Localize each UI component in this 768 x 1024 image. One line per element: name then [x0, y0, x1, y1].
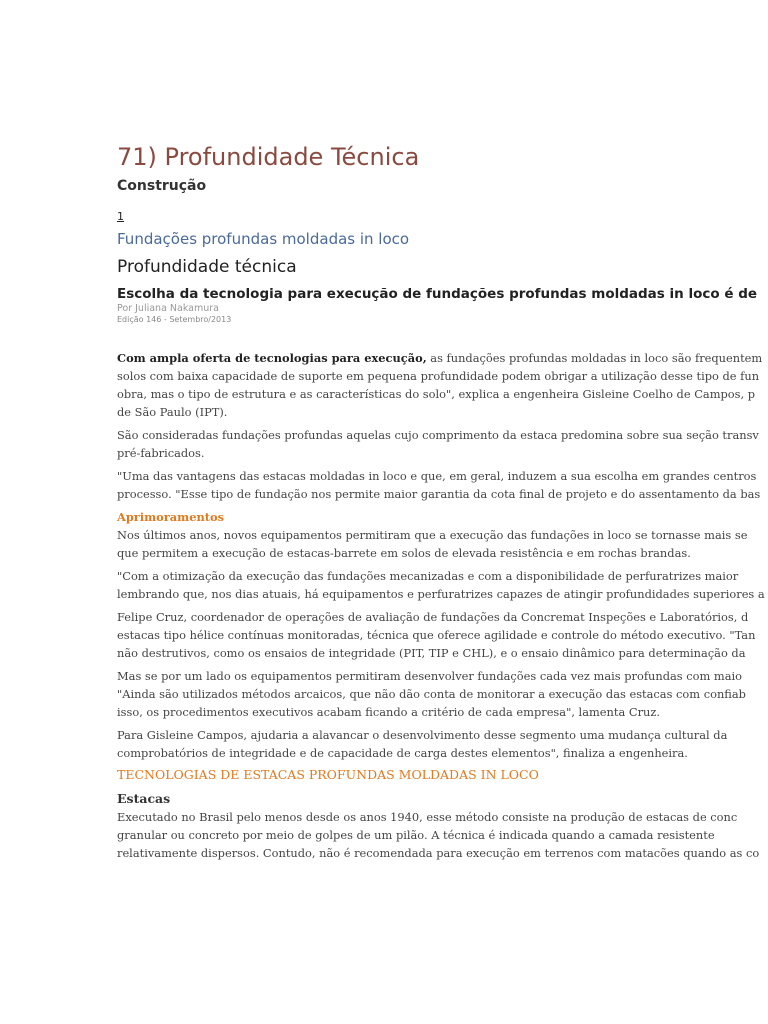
heading-tecnologias: TECNOLOGIAS DE ESTACAS PROFUNDAS MOLDADAS IN LOCO — [117, 767, 539, 782]
text-line: Mas se por um lado os equipamentos permitiram desenvolver fundações cada vez mais profundas com maio — [117, 669, 743, 683]
category-label: Construção — [117, 178, 207, 194]
author-byline: Por Juliana Nakamura — [117, 303, 219, 314]
text-line — [117, 349, 768, 367]
paragraph-equipment — [117, 526, 768, 562]
document-page — [117, 140, 768, 862]
text-line: que permitem a execução de estacas-barrete em solos de elevada resistência e em rochas brandas. — [117, 546, 691, 560]
text-line: Executado no Brasil pelo menos desde os anos 1940, esse método consiste na produção de estacas de conc — [117, 810, 738, 824]
text-line: lembrando que, nos dias atuais, há equipamentos e perfuratrizes capazes de atingir profundidades superiores a — [117, 587, 765, 601]
article-body — [117, 349, 768, 862]
paragraph-definition — [117, 426, 768, 462]
article-subtitle: Escolha da tecnologia para execução de fundações profundas moldadas in loco é de — [117, 286, 758, 302]
text-line: solos com baixa capacidade de suporte em pequena profundidade podem obrigar a utilização desse tipo de fun — [117, 369, 760, 383]
lead-text: Com ampla oferta de tecnologias para execução, — [117, 351, 427, 365]
paragraph-cultural-change — [117, 726, 768, 762]
text-line: não destrutivos, como os ensaios de integridade (PIT, TIP e CHL), e o ensaio dinâmico para determinação da — [117, 646, 746, 660]
edition-info: Edição 146 - Setembro/2013 — [117, 315, 232, 324]
text-line: São consideradas fundações profundas aquelas cujo comprimento da estaca predomina sobre sua seção transv — [117, 428, 759, 442]
heading-estacas: Estacas — [117, 791, 171, 806]
paragraph-optimization — [117, 567, 768, 603]
section-title: Fundações profundas moldadas in loco — [117, 230, 410, 248]
text-line: Para Gisleine Campos, ajudaria a alavancar o desenvolvimento desse segmento uma mudança cultural da — [117, 728, 728, 742]
heading-aprimoramentos: Aprimoramentos — [117, 510, 225, 524]
paragraph-estacas — [117, 808, 768, 862]
text-line: pré-fabricados. — [117, 446, 205, 460]
page-number-link[interactable]: 1 — [117, 210, 124, 223]
text-line: processo. "Esse tipo de fundação nos permite maior garantia da cota final de projeto e do assentamento da bas — [117, 487, 761, 501]
text-line: Felipe Cruz, coordenador de operações de avaliação de fundações da Concremat Inspeções e Laboratórios, d — [117, 610, 749, 624]
text-line: Nos últimos anos, novos equipamentos permitiram que a execução das fundações in loco se tornasse mais se — [117, 528, 748, 542]
text-line: "Com a otimização da execução das fundações mecanizadas e com a disponibilidade de perfuratrizes maior — [117, 569, 739, 583]
text-line: isso, os procedimentos executivos acabam ficando a critério de cada empresa", lamenta Cruz. — [117, 705, 660, 719]
paragraph-archaic-methods — [117, 667, 768, 721]
text-line: "Ainda são utilizados métodos arcaicos, que não dão conta de monitorar a execução das estacas com confiab — [117, 687, 746, 701]
text-line: granular ou concreto por meio de golpes de um pilão. A técnica é indicada quando a camada resistente — [117, 828, 715, 842]
text-line-rest: as fundações profundas moldadas in loco são frequentem — [426, 351, 763, 365]
text-line: obra, mas o tipo de estrutura e as características do solo", explica a engenheira Gisleine Coelho de Campos, p — [117, 387, 756, 401]
text-line: estacas tipo hélice contínuas monitoradas, técnica que oferece agilidade e controle do método executivo. "Tan — [117, 628, 756, 642]
text-line: relativamente dispersos. Contudo, não é recomendada para execução em terrenos com matacões quando as co — [117, 846, 760, 860]
text-line: comprobatórios de integridade e de capacidade de carga destes elementos", finaliza a engenheira. — [117, 746, 688, 760]
text-line: de São Paulo (IPT). — [117, 405, 228, 419]
document-title: 71) Profundidade Técnica — [117, 143, 420, 171]
paragraph-advantages — [117, 467, 768, 503]
text-line: "Uma das vantagens das estacas moldadas in loco e que, em geral, induzem a sua escolha em grandes centros — [117, 469, 757, 483]
paragraph-felipe-cruz — [117, 608, 768, 662]
paragraph-intro — [117, 349, 768, 421]
article-title: Profundidade técnica — [117, 257, 297, 277]
